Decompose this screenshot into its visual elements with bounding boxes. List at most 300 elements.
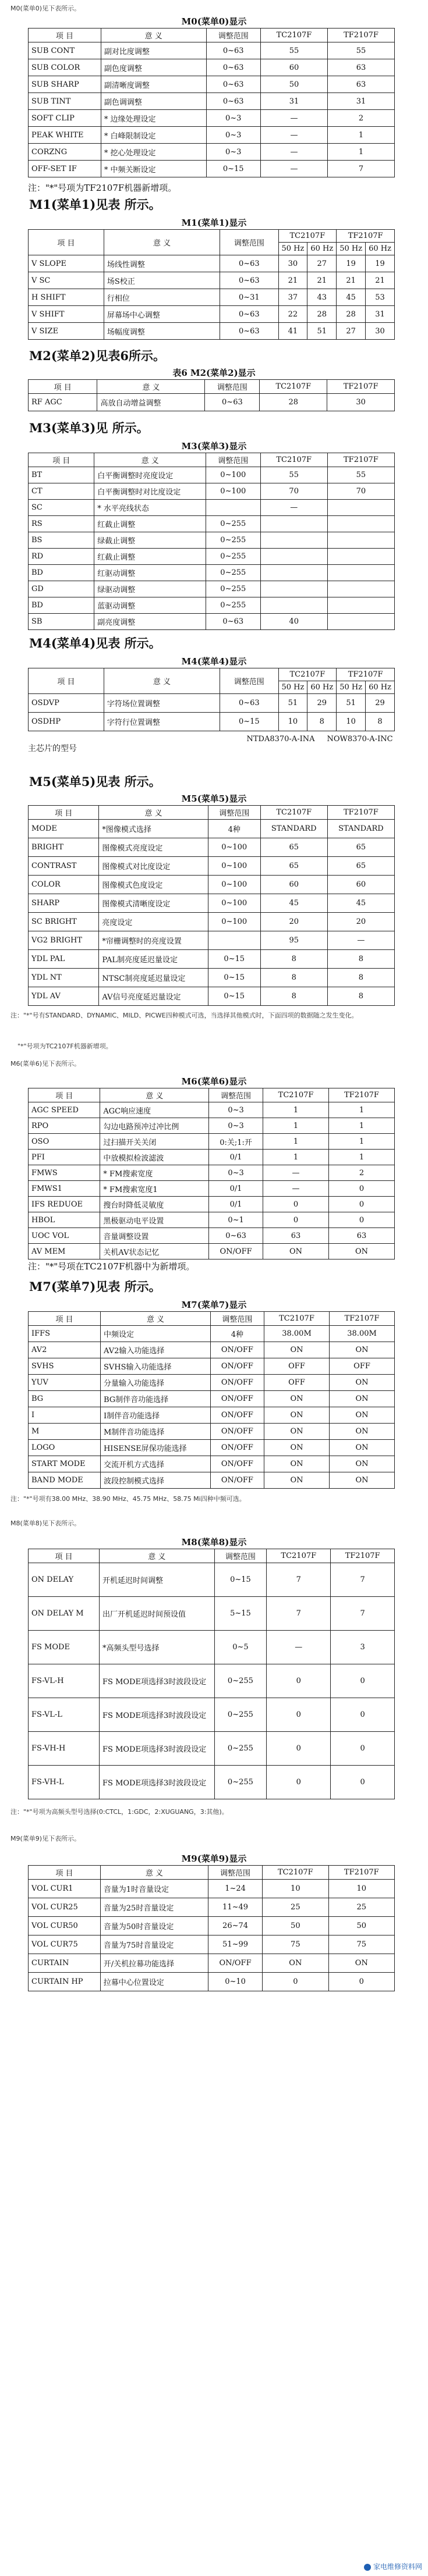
header-cell: 调整范围 <box>206 453 261 467</box>
table-row <box>29 597 395 614</box>
table-cell: OFF <box>264 1358 329 1375</box>
table-cell: BT <box>29 467 94 483</box>
table-cell: 副色调调整 <box>101 93 206 110</box>
table-row <box>29 1880 395 1898</box>
table-cell: 0~255 <box>214 1664 267 1698</box>
table-cell: 30 <box>278 255 307 272</box>
table-cell: AGC响应速度 <box>100 1102 209 1118</box>
table-cell: START MODE <box>29 1456 101 1472</box>
table-cell: ON/OFF <box>210 1407 264 1424</box>
header-cell: TF2107F <box>327 380 395 394</box>
table-row <box>29 876 395 894</box>
table-cell: 0~15 <box>220 713 278 731</box>
table-cell: 0 <box>329 1181 395 1197</box>
table-cell: 0~255 <box>206 581 261 597</box>
table-cell: RPO <box>29 1118 100 1134</box>
table-cell: 51 <box>307 323 337 340</box>
table-cell: 0~3 <box>209 1165 263 1181</box>
header-cell: 意 义 <box>100 1312 210 1326</box>
header-cell: 意 义 <box>97 380 205 394</box>
table-cell: 19 <box>366 255 395 272</box>
header-cell: TF2107F <box>327 806 394 820</box>
table-cell: M <box>29 1424 101 1440</box>
table-row <box>29 913 395 931</box>
table-cell: OFF <box>264 1375 329 1391</box>
table-cell: 75 <box>328 1935 394 1954</box>
table-row <box>29 713 395 731</box>
header-cell: 项 目 <box>29 1549 100 1563</box>
table-cell: ON/OFF <box>210 1358 264 1375</box>
header-cell: TF2107F <box>330 1312 395 1326</box>
chip-tf: NOW8370-A-INC <box>327 735 393 743</box>
table-cell: SUB COLOR <box>29 59 101 76</box>
table-cell: 50 <box>328 1917 394 1935</box>
table-cell: 红截止调整 <box>94 516 206 532</box>
table-cell: YDL AV <box>29 987 99 1006</box>
table-cell: AV2 <box>29 1342 101 1358</box>
table-row <box>29 549 395 565</box>
table-cell: 0~100 <box>206 483 261 500</box>
table-cell: FS-VH-H <box>29 1732 100 1766</box>
table-cell: SVHS <box>29 1358 101 1375</box>
table-row <box>29 838 395 857</box>
table-cell: 行相位 <box>104 289 220 306</box>
table-cell: 0~255 <box>214 1766 267 1799</box>
table-cell: 0 <box>267 1664 331 1698</box>
table-cell: 0~255 <box>214 1732 267 1766</box>
m9-table-title <box>0 1852 428 1865</box>
table-cell: 0~10 <box>208 1973 263 1991</box>
m1-table <box>28 229 395 340</box>
m5-note1: 注："*"号有STANDARD、DYNAMIC、MILD、PICWE四种模式可选，当选择其他模式时，下面四项的数据随之发生变化。 <box>10 1012 358 1019</box>
table-cell: 65 <box>327 857 394 876</box>
table-cell: 8 <box>260 969 327 987</box>
m5-table <box>28 805 395 1006</box>
table-cell: BG <box>29 1391 101 1407</box>
table-cell: 黑极驱动电平设置 <box>100 1212 209 1228</box>
table-cell: SHARP <box>29 894 99 913</box>
m9-intro-text: M9(菜单9)见下表所示。 <box>10 1835 81 1842</box>
m5-note2: "*"号项为TC2107F机器新增项。 <box>17 1043 112 1050</box>
table-cell: 7 <box>331 1563 395 1597</box>
table-row <box>29 110 395 127</box>
table-cell: 25 <box>263 1898 329 1917</box>
table-cell: 63 <box>329 1228 395 1244</box>
table-cell: 7 <box>331 1597 395 1631</box>
table-row <box>29 1917 395 1935</box>
table-cell: 副清晰度调整 <box>101 76 206 93</box>
table-cell: 屏幕场中心调整 <box>104 306 220 323</box>
m0-table <box>28 28 395 177</box>
table-row <box>29 323 395 340</box>
header-cell: 意 义 <box>104 230 220 255</box>
m7-note-text: 注："*"号项有38.00 MHz、38.90 MHz、45.75 MHz、58.75 Mi四种中频可选。 <box>10 1495 246 1503</box>
table-cell: 30 <box>327 394 395 411</box>
table-cell: 51~99 <box>208 1935 263 1954</box>
table-cell: 55 <box>260 42 327 59</box>
m5-table-title <box>0 792 428 805</box>
table-cell: 中频设定 <box>100 1326 210 1342</box>
table-row <box>29 272 395 289</box>
table-cell: 1 <box>263 1134 328 1150</box>
table-row <box>29 1228 395 1244</box>
table-row <box>29 969 395 987</box>
header-cell: TC2107F <box>278 230 337 243</box>
header-row <box>29 1088 395 1102</box>
m3-table <box>28 453 395 630</box>
header-cell: 项 目 <box>29 453 94 467</box>
m0-title: M0(菜单0)显示 <box>181 16 247 27</box>
table-row <box>29 1631 395 1664</box>
table-cell: 开/关机拉幕功能选择 <box>100 1954 208 1973</box>
m7-intro-text: M7(菜单7)见表 所示。 <box>29 1279 161 1294</box>
table-row <box>29 289 395 306</box>
table-cell: 0 <box>263 1197 328 1212</box>
table-cell: 副亮度调整 <box>94 614 206 630</box>
table-cell: FS-VH-L <box>29 1766 100 1799</box>
table-cell: 0~63 <box>206 76 260 93</box>
table-cell: 60 <box>260 59 327 76</box>
table-cell: 0~100 <box>208 857 260 876</box>
header-cell: 项 目 <box>29 1088 100 1102</box>
header-cell: 项 目 <box>29 230 104 255</box>
table-cell: FS-VL-H <box>29 1664 100 1698</box>
m7-note <box>0 1494 428 1503</box>
table-cell: 0~15 <box>208 950 260 969</box>
table-row <box>29 1244 395 1259</box>
table-cell: 0~3 <box>206 127 260 144</box>
table-cell: 7 <box>328 161 395 177</box>
table-cell: 31 <box>260 93 327 110</box>
table-cell: BG制伴音功能选择 <box>100 1391 210 1407</box>
table-cell: 45 <box>337 289 366 306</box>
table-cell: — <box>327 931 394 950</box>
table-cell: 拉幕中心位置设定 <box>100 1973 208 1991</box>
table-cell: 过扫描开关关闭 <box>100 1134 209 1150</box>
table-cell: 图像模式亮度设定 <box>99 838 208 857</box>
table-row <box>29 1150 395 1165</box>
header-cell: 意 义 <box>100 1088 209 1102</box>
m4-intro-text: M4(菜单4)见表 所示。 <box>29 636 161 650</box>
table-cell: AV信号亮度延迟量设定 <box>99 987 208 1006</box>
header-row <box>29 1866 395 1880</box>
table-cell: 音量为50时音量设定 <box>100 1917 208 1935</box>
table-cell: 27 <box>307 255 337 272</box>
table-cell: *图像模式选择 <box>99 820 208 838</box>
m4-table <box>28 668 395 731</box>
table-cell: — <box>263 1181 328 1197</box>
table-row <box>29 1472 395 1489</box>
table-cell: — <box>267 1631 331 1664</box>
m3-table-title <box>0 440 428 452</box>
table-cell: 8 <box>327 969 394 987</box>
table-cell: 0~255 <box>206 597 261 614</box>
table-cell: ON <box>330 1342 395 1358</box>
table-cell: 45 <box>327 894 394 913</box>
table-cell: SVHS输入功能选择 <box>100 1358 210 1375</box>
header-cell: 调整范围 <box>214 1549 267 1563</box>
table-cell <box>260 532 327 549</box>
table-cell <box>206 500 261 516</box>
header-cell: TF2107F <box>327 453 394 467</box>
table-cell: AV MEM <box>29 1244 100 1259</box>
subheader-cell: 60 Hz <box>307 243 337 255</box>
table-cell: BAND MODE <box>29 1472 101 1489</box>
table-cell: STANDARD <box>260 820 327 838</box>
subheader-cell: 60 Hz <box>366 243 395 255</box>
subheader-cell: 50 Hz <box>337 681 366 694</box>
header-cell: TC2107F <box>263 1866 329 1880</box>
m0-intro <box>0 3 428 13</box>
table-cell: HBOL <box>29 1212 100 1228</box>
table-cell: FS MODE项选择3时波段设定 <box>100 1732 215 1766</box>
table-cell: I制伴音功能选择 <box>100 1407 210 1424</box>
table-cell: 0 <box>267 1766 331 1799</box>
table-cell: UOC VOL <box>29 1228 100 1244</box>
table-cell: ON <box>264 1424 329 1440</box>
m2-table <box>28 379 395 411</box>
table-cell: 21 <box>278 272 307 289</box>
m8-intro-text: M8(菜单8)见下表所示。 <box>10 1520 81 1527</box>
table-cell: 8 <box>366 713 395 731</box>
table-row <box>29 144 395 161</box>
m7-table-title <box>0 1298 428 1311</box>
header-cell: 调整范围 <box>209 1088 263 1102</box>
table-cell: 0~255 <box>206 549 261 565</box>
table-cell: SOFT CLIP <box>29 110 101 127</box>
table-cell: BD <box>29 597 94 614</box>
table-cell: 图像模式对比度设定 <box>99 857 208 876</box>
table-cell: 55 <box>260 467 327 483</box>
table-row <box>29 1766 395 1799</box>
header-row <box>29 668 395 681</box>
m8-table <box>28 1549 395 1799</box>
header-cell: 调整范围 <box>210 1312 264 1326</box>
m5-intro-text: M5(菜单5)见表 所示。 <box>29 774 161 789</box>
table-cell: 28 <box>337 306 366 323</box>
table-cell: 交流开机方式选择 <box>100 1456 210 1472</box>
table-cell: OSO <box>29 1134 100 1150</box>
table-cell: 2 <box>328 110 395 127</box>
table-cell: 11~49 <box>208 1898 263 1917</box>
m6-table-title <box>0 1075 428 1087</box>
table-cell: 10 <box>337 713 366 731</box>
watermark <box>364 2561 422 2571</box>
table-cell: * 白峰限制设定 <box>101 127 206 144</box>
table-row <box>29 59 395 76</box>
table-row <box>29 987 395 1006</box>
table-cell: 0~1 <box>209 1212 263 1228</box>
table-cell: STANDARD <box>327 820 394 838</box>
table-cell: IFS REDUOE <box>29 1197 100 1212</box>
header-cell: 调整范围 <box>220 230 278 255</box>
m4-intro <box>0 634 428 652</box>
table-cell: SUB CONT <box>29 42 101 59</box>
table-cell: 0~3 <box>209 1102 263 1118</box>
table-cell: V SIZE <box>29 323 104 340</box>
table-cell: FS MODE项选择3时波段设定 <box>100 1766 215 1799</box>
table-cell: 0~15 <box>208 969 260 987</box>
header-cell: TC2107F <box>260 806 327 820</box>
table-cell: 音量为75时音量设定 <box>100 1935 208 1954</box>
table-cell: V SHIFT <box>29 306 104 323</box>
table-cell: 51 <box>337 694 366 713</box>
table-cell: PEAK WHITE <box>29 127 101 144</box>
table-cell: 1 <box>263 1102 328 1118</box>
table-cell: 0 <box>331 1732 395 1766</box>
table-cell: 60 <box>327 876 394 894</box>
table-cell: 8 <box>327 950 394 969</box>
table-cell <box>260 549 327 565</box>
m9-title: M9(菜单9)显示 <box>181 1853 247 1864</box>
table-cell: OSDHP <box>29 713 104 731</box>
table-cell <box>260 516 327 532</box>
table-cell: 副对比度调整 <box>101 42 206 59</box>
table-cell: 1 <box>329 1150 395 1165</box>
table-cell: 0~63 <box>206 42 260 59</box>
table-cell: 26~74 <box>208 1917 263 1935</box>
table-cell: VOL CUR25 <box>29 1898 101 1917</box>
table-cell: ON/OFF <box>209 1244 263 1259</box>
m6-table <box>28 1088 395 1259</box>
table-cell: 场幅度调整 <box>104 323 220 340</box>
table-cell: 图像模式清晰度设定 <box>99 894 208 913</box>
table-cell: ON/OFF <box>210 1472 264 1489</box>
table-cell: 0~63 <box>206 93 260 110</box>
table-cell: 蓝驱动调整 <box>94 597 206 614</box>
table-cell: M制伴音功能选择 <box>100 1424 210 1440</box>
table-cell: 10 <box>278 713 307 731</box>
m1-intro <box>0 195 428 213</box>
table-cell: 开机延迟时间调整 <box>100 1563 215 1597</box>
m4-title: M4(菜单4)显示 <box>181 656 247 667</box>
table-cell: VOL CUR75 <box>29 1935 101 1954</box>
table-cell: 0 <box>267 1732 331 1766</box>
table-cell: FS MODE <box>29 1631 100 1664</box>
header-cell: 调整范围 <box>205 380 260 394</box>
table-cell: 音量为25时音量设定 <box>100 1898 208 1917</box>
table-cell: 28 <box>307 306 337 323</box>
table-cell: 0~63 <box>220 306 278 323</box>
table-cell: 0 <box>263 1212 328 1228</box>
table-cell: 0~3 <box>206 144 260 161</box>
table-cell: ON <box>263 1954 329 1973</box>
table-cell: 29 <box>307 694 337 713</box>
table-cell: SC <box>29 500 94 516</box>
table-row <box>29 581 395 597</box>
table-row <box>29 1935 395 1954</box>
table-cell: 4种 <box>210 1326 264 1342</box>
header-cell: 意 义 <box>101 29 206 42</box>
table-cell: 0 <box>329 1212 395 1228</box>
m8-note-text: 注："*"号项为高频头型号选择(0:CTCL，1:GDC，2:XUGUANG，3:其他)。 <box>10 1808 228 1816</box>
table-row <box>29 1165 395 1181</box>
table-cell: 20 <box>327 913 394 931</box>
table-row <box>29 1212 395 1228</box>
table-cell: 红驱动调整 <box>94 565 206 581</box>
table-cell: 1~24 <box>208 1880 263 1898</box>
table-row <box>29 1664 395 1698</box>
table-cell: 0~3 <box>206 110 260 127</box>
table-cell: 50 <box>263 1917 329 1935</box>
table-cell: 1 <box>263 1150 328 1165</box>
table-row <box>29 1134 395 1150</box>
header-cell: 调整范围 <box>206 29 260 42</box>
table-cell: BS <box>29 532 94 549</box>
table-cell: 95 <box>260 931 327 950</box>
table-cell: * 挖心处理设定 <box>101 144 206 161</box>
m2-intro <box>0 347 428 364</box>
subheader-cell: 60 Hz <box>307 681 337 694</box>
table-cell: 0~255 <box>206 532 261 549</box>
table-cell: 30 <box>366 323 395 340</box>
m7-title: M7(菜单7)显示 <box>181 1300 247 1310</box>
table-cell: 27 <box>337 323 366 340</box>
header-cell: 意 义 <box>104 668 220 694</box>
table-cell: 63 <box>328 76 395 93</box>
m2-title: 表6 M2(菜单2)显示 <box>172 368 256 378</box>
header-cell: 项 目 <box>29 1866 101 1880</box>
table-cell: 70 <box>327 483 394 500</box>
header-row <box>29 806 395 820</box>
table-row <box>29 1597 395 1631</box>
header-cell: 意 义 <box>99 806 208 820</box>
table-cell: 亮度设定 <box>99 913 208 931</box>
table-cell: VOL CUR1 <box>29 1880 101 1898</box>
header-cell: TF2107F <box>337 230 395 243</box>
table-cell: ON <box>330 1456 395 1472</box>
table-cell: 白平衡调整时亮度设定 <box>94 467 206 483</box>
table-cell: 41 <box>278 323 307 340</box>
table-cell: 0~255 <box>206 516 261 532</box>
table-cell: 70 <box>260 483 327 500</box>
table-cell: 0~100 <box>208 913 260 931</box>
table-cell: FS-VL-L <box>29 1698 100 1732</box>
table-cell: 31 <box>366 306 395 323</box>
m1-table-title <box>0 216 428 229</box>
table-cell: 关机AV状态记忆 <box>100 1244 209 1259</box>
table-cell: 白平衡调整时对比度设定 <box>94 483 206 500</box>
header-cell: TF2107F <box>328 29 395 42</box>
table-cell: 中放模拟检波滤波 <box>100 1150 209 1165</box>
table-cell: 0 <box>267 1698 331 1732</box>
table-cell: *高频头型号选择 <box>100 1631 215 1664</box>
header-cell: TC2107F <box>267 1549 331 1563</box>
table-cell: ON/OFF <box>210 1456 264 1472</box>
table-cell: CURTAIN HP <box>29 1973 101 1991</box>
table-cell: — <box>260 161 327 177</box>
table-cell: 0~15 <box>206 161 260 177</box>
table-row <box>29 306 395 323</box>
table-cell: 25 <box>328 1898 394 1917</box>
table-cell: 副色度调整 <box>101 59 206 76</box>
table-cell: GD <box>29 581 94 597</box>
m6-note <box>0 1260 428 1272</box>
subheader-cell: 50 Hz <box>337 243 366 255</box>
table-cell: ON <box>264 1456 329 1472</box>
table-row <box>29 565 395 581</box>
m3-intro <box>0 419 428 436</box>
table-row <box>29 1973 395 1991</box>
header-cell: 项 目 <box>29 668 104 694</box>
m5-intro <box>0 773 428 790</box>
table-cell: SC BRIGHT <box>29 913 99 931</box>
m1-title: M1(菜单1)显示 <box>181 218 247 228</box>
m0-table-title <box>0 15 428 27</box>
table-cell: CT <box>29 483 94 500</box>
m3-title: M3(菜单3)显示 <box>181 441 247 451</box>
table-row <box>29 1563 395 1597</box>
